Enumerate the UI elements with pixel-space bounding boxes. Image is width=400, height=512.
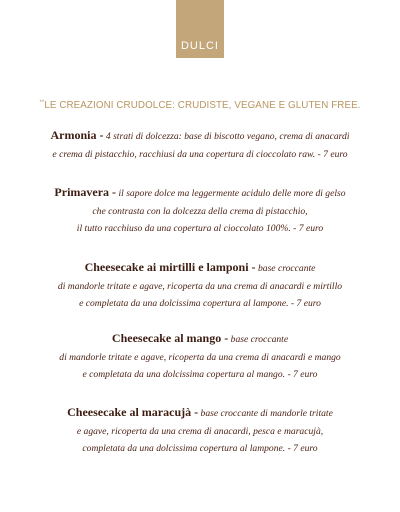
item-line [24, 184, 376, 203]
item-price: - 7 euro [287, 443, 318, 454]
item-line [24, 278, 376, 296]
item-price: - 7 euro [287, 369, 318, 380]
item-desc: completata da una dolcissima copertura al lampone. [82, 443, 286, 454]
logo [176, 0, 224, 58]
item-price: - 7 euro [293, 223, 324, 234]
heading-text: LE CREAZIONI CRUDOLCE: CRUDISTE, VEGANE E GLUTEN FREE. [44, 100, 361, 111]
item-desc: di mandorle tritate e agave, ricoperta da una crema di anacardi e mango [59, 351, 341, 363]
item-desc: e completata da una dolcissima copertura al mango. [82, 369, 286, 380]
item-line [24, 203, 376, 221]
heading-mark: ** [39, 100, 45, 106]
item-name: Cheesecake al maracujà - [67, 405, 199, 419]
item-name: Armonia - [50, 128, 104, 142]
item-desc: e crema di pistacchio, racchiusi da una copertura di cioccolato raw. [52, 148, 316, 160]
item-line [24, 295, 376, 313]
item-line [24, 440, 376, 458]
item-desc: il sapore dolce ma leggermente acidulo delle more di gelso [118, 188, 346, 199]
item-desc: di mandorle tritate e agave, ricoperta da una crema di anacardi e mirtillo [57, 280, 343, 292]
item-desc: e agave, ricoperta da una crema di anacardi, pesca e maracujà, [76, 425, 324, 437]
item-desc: e completata da una dolcissima copertura al lampone. [79, 298, 289, 309]
item-price: - 7 euro [317, 148, 348, 160]
item-line [24, 366, 376, 384]
item-line [24, 330, 376, 349]
menu-item-primavera [24, 184, 376, 238]
item-line [24, 127, 376, 146]
item-line [24, 259, 376, 278]
item-desc: 4 strati di dolcezza: base di biscotto vegano, crema di anacardi [105, 131, 350, 142]
item-desc: base croccante [257, 263, 316, 274]
menu-item-cheesecake-maracuja [24, 404, 376, 458]
item-line [24, 349, 376, 367]
item-desc: base croccante di mandorle tritate [200, 408, 333, 419]
menu-item-armonia [24, 127, 376, 163]
item-desc: che contrasta con la dolcezza della crema di pistacchio, [92, 205, 308, 217]
item-name: Cheesecake al mango - [111, 331, 229, 345]
logo-text: DULCI [180, 40, 219, 52]
item-line [24, 146, 376, 164]
item-line [24, 404, 376, 423]
item-desc: il tutto racchiuso da una copertura al cioccolato 100%. [76, 223, 291, 234]
menu-item-cheesecake-mango [24, 330, 376, 384]
item-name: Primavera - [54, 185, 117, 199]
menu-heading [0, 100, 400, 111]
item-line [24, 220, 376, 238]
item-name: Cheesecake ai mirtilli e lamponi - [84, 260, 256, 274]
item-desc: base croccante [230, 334, 289, 345]
item-line [24, 423, 376, 441]
menu-item-cheesecake-mirtilli [24, 259, 376, 313]
item-price: - 7 euro [290, 298, 321, 309]
